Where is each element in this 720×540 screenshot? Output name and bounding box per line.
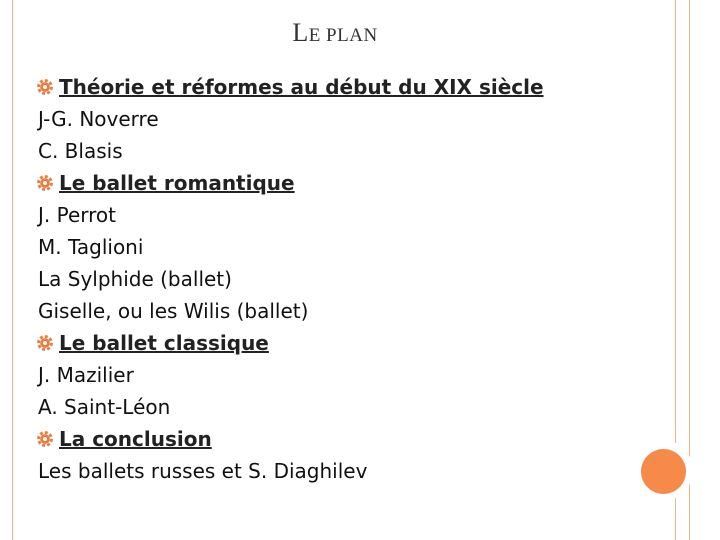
outline-item	[38, 199, 658, 231]
outline-section-heading	[38, 327, 658, 359]
outline-item	[38, 135, 658, 167]
outline-item-text: Giselle, ou les Wilis (ballet)	[38, 299, 309, 323]
outline-item	[38, 359, 658, 391]
outline-item-text: J-G. Noverre	[38, 107, 159, 131]
section-heading-text: Le ballet classique	[59, 331, 269, 355]
gear-bullet-icon	[36, 73, 54, 91]
outline-item-text: C. Blasis	[38, 139, 123, 163]
outline-item-text: Les ballets russes et S. Diaghilev	[38, 459, 368, 483]
outline-item	[38, 263, 658, 295]
gear-bullet-icon	[36, 169, 54, 187]
outline-item-text: J. Mazilier	[38, 363, 134, 387]
slide-title-initial: L	[292, 18, 309, 47]
outline-item-text: A. Saint-Léon	[38, 395, 171, 419]
outline-item	[38, 391, 658, 423]
outline-section-heading	[38, 71, 658, 103]
outline-item-text: J. Perrot	[38, 203, 116, 227]
outline-item	[38, 231, 658, 263]
slide-title-rest: E PLAN	[308, 25, 378, 46]
gear-bullet-icon	[36, 329, 54, 347]
outline-item-text: La Sylphide (ballet)	[38, 267, 232, 291]
outline-item	[38, 103, 658, 135]
gear-bullet-icon	[36, 425, 54, 443]
outline-list	[38, 71, 658, 487]
outline-item-text: M. Taglioni	[38, 235, 144, 259]
outline-section-heading	[38, 423, 658, 455]
section-heading-text: La conclusion	[59, 427, 212, 451]
outline-item	[38, 295, 658, 327]
section-heading-text: Le ballet romantique	[59, 171, 295, 195]
section-heading-text: Théorie et réformes au début du XIX siècle	[59, 75, 544, 99]
outline-item	[38, 455, 658, 487]
decorative-circle	[641, 449, 686, 494]
outline-section-heading	[38, 167, 658, 199]
slide-title	[0, 18, 670, 48]
